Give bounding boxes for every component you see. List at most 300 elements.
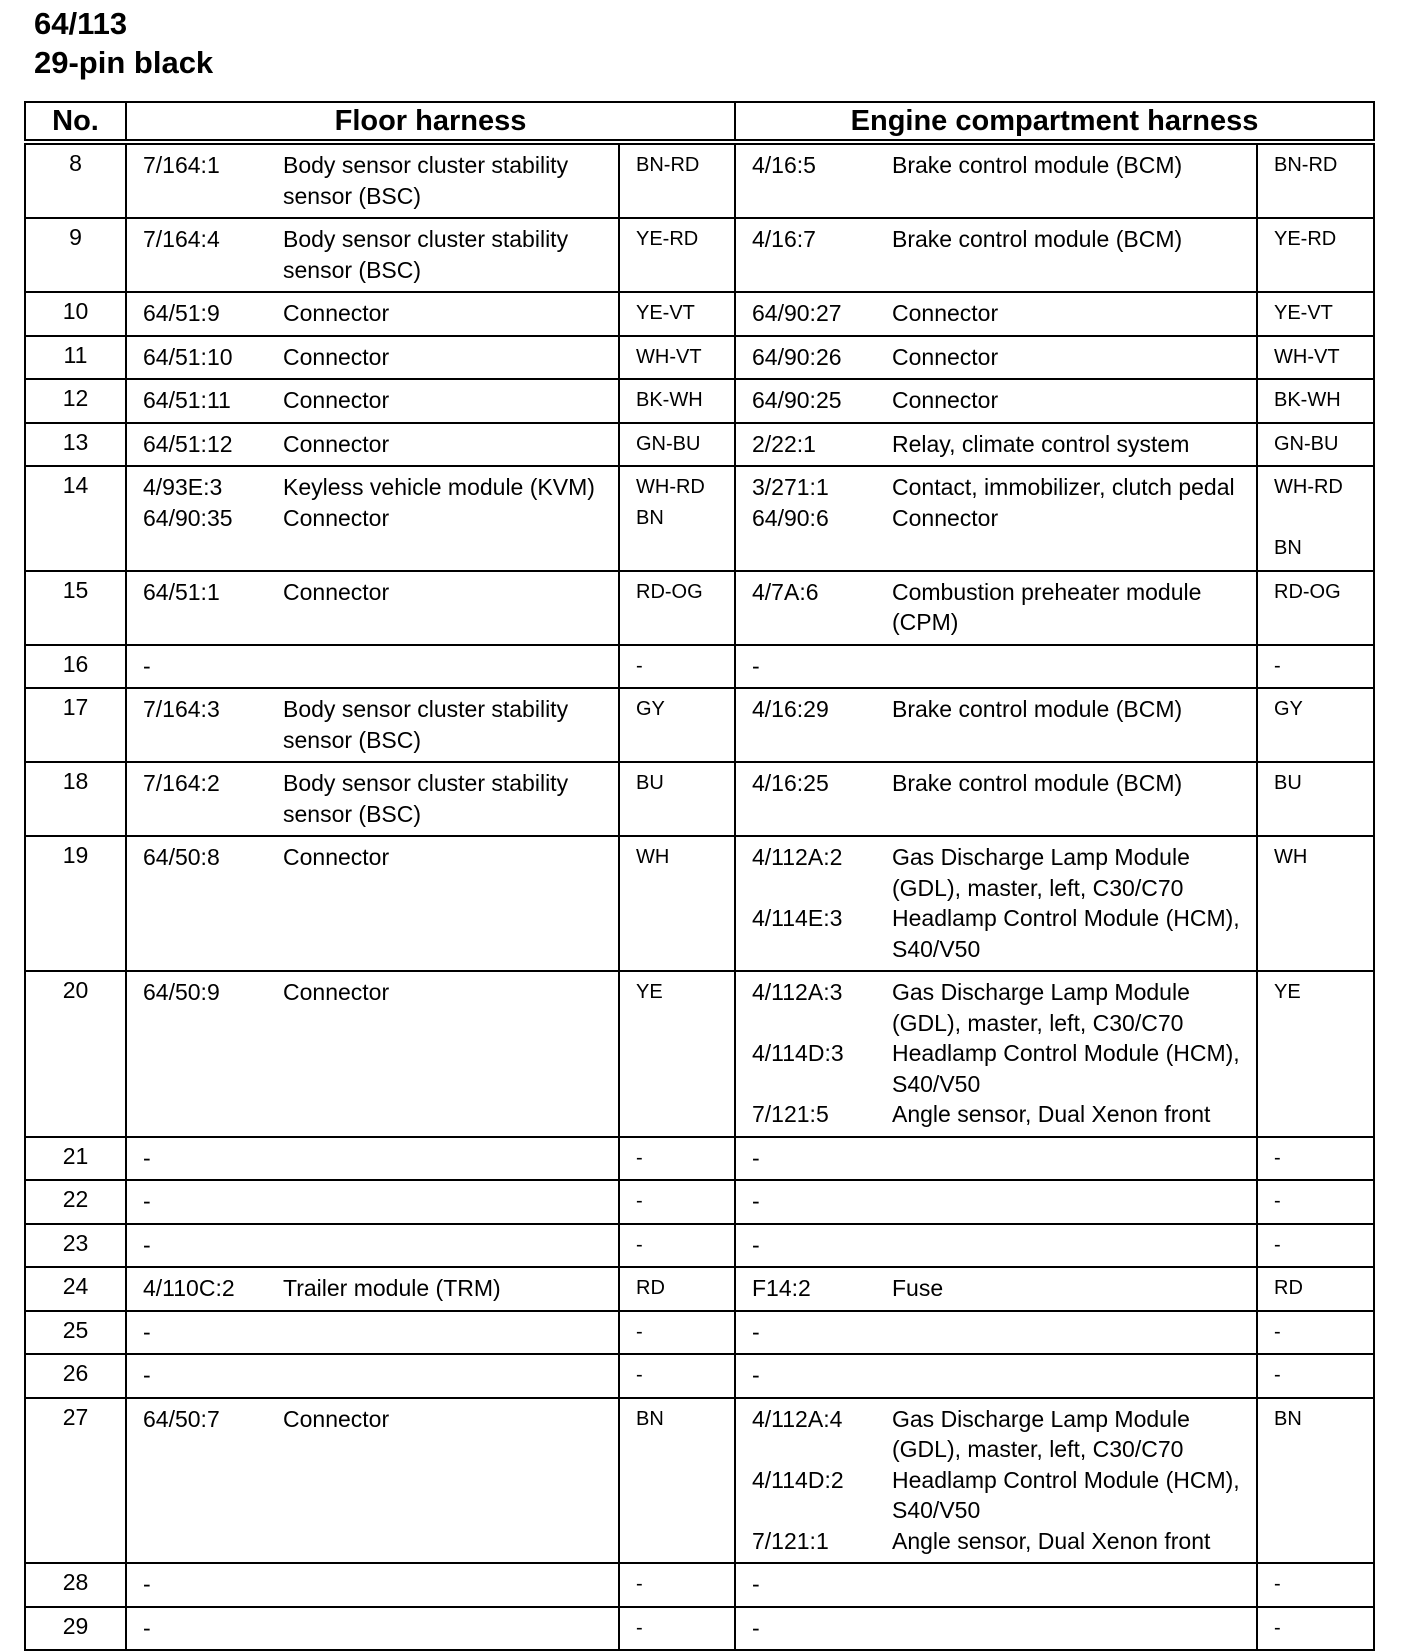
floor-wire-color: - [636,1573,643,1595]
engine-wire-colors [1257,571,1374,645]
floor-terminal-ref: 64/51:9 [143,300,220,326]
floor-entry [127,429,618,460]
engine-component-desc: Gas Discharge Lamp Module (GDL), master, left, C30/C70 [892,1405,1190,1462]
floor-wire-color: YE-VT [636,302,695,324]
table-row [25,971,1374,1137]
pin-number: 21 [25,1137,126,1181]
table-row [25,1563,1374,1607]
floor-entry [127,842,618,873]
floor-wire-color: RD [636,1277,665,1299]
floor-wire-color: YE-RD [636,228,699,250]
floor-harness-entries [126,1311,619,1355]
engine-wire-colors [1257,1224,1374,1268]
pin-number: 29 [25,1607,126,1651]
engine-wire-colors [1257,1354,1374,1398]
engine-wire-color [1274,903,1373,964]
engine-terminal-ref: - [752,1318,760,1345]
floor-component-desc: Body sensor cluster stability sensor (BSC) [283,152,569,209]
engine-entry [736,768,1256,799]
engine-component-desc: Brake control module (BCM) [892,770,1183,796]
floor-terminal-ref: 7/164:1 [143,152,220,178]
floor-entry [127,1230,618,1261]
floor-wire-color: YE [636,981,663,1003]
engine-terminal-ref: 64/90:6 [752,504,829,531]
floor-wire-colors [619,1311,735,1355]
floor-terminal-ref: 7/164:4 [143,226,220,252]
floor-harness-entries [126,1137,619,1181]
floor-harness-entries [126,1354,619,1398]
table-row [25,762,1374,836]
engine-entry [736,1613,1256,1644]
engine-wire-colors [1257,423,1374,467]
engine-entry [736,903,1256,964]
engine-wire-color: WH-VT [1274,345,1340,368]
engine-harness-entries [735,379,1257,423]
engine-component-desc [892,1230,1256,1261]
engine-harness-entries [735,1267,1257,1311]
engine-component-desc: Brake control module (BCM) [892,696,1183,722]
engine-entry [736,1465,1256,1526]
floor-terminal-ref: 64/51:11 [143,387,231,413]
floor-terminal-ref: - [143,1144,151,1171]
engine-harness-entries [735,571,1257,645]
floor-harness-entries [126,762,619,836]
floor-wire-color: - [636,1616,643,1639]
engine-wire-color [1274,1526,1373,1557]
floor-wire-color: BK-WH [636,389,703,411]
engine-harness-entries [735,336,1257,380]
floor-wire-colors [619,571,735,645]
floor-wire-color: WH [636,846,670,868]
floor-component-desc [283,1143,618,1174]
engine-component-desc: Contact, immobilizer, clutch pedal [892,474,1235,500]
floor-harness-entries [126,571,619,645]
engine-wire-colors [1257,336,1374,380]
engine-wire-colors [1257,1180,1374,1224]
engine-wire-colors [1257,292,1374,336]
engine-wire-color: - [1274,1320,1281,1343]
engine-wire-color: GY [1274,698,1303,720]
floor-entry [127,1360,618,1391]
floor-wire-colors [619,142,735,218]
engine-harness-entries [735,1354,1257,1398]
pin-number: 27 [25,1398,126,1564]
floor-wire-colors [619,1267,735,1311]
engine-entry [736,1099,1256,1130]
floor-harness-entries [126,466,619,571]
engine-wire-color: BU [1274,772,1302,794]
engine-wire-color [1274,1465,1373,1526]
engine-entry [736,503,1256,534]
engine-harness-entries [735,1398,1257,1564]
floor-harness-entries [126,1267,619,1311]
table-row [25,379,1374,423]
engine-entry [736,842,1256,903]
table-row [25,1137,1374,1181]
floor-component-desc: Keyless vehicle module (KVM) [283,474,595,500]
engine-terminal-ref: - [752,1362,760,1388]
floor-wire-color: - [636,1320,643,1343]
floor-harness-entries [126,423,619,467]
engine-wire-colors [1257,1267,1374,1311]
engine-entry [736,429,1256,460]
floor-component-desc: Connector [283,1405,390,1432]
engine-harness-entries [735,688,1257,762]
engine-wire-color: RD-OG [1274,580,1341,603]
engine-wire-color: BN [1274,1407,1302,1430]
floor-component-desc [283,1569,618,1600]
pin-number: 15 [25,571,126,645]
engine-wire-color: WH [1274,846,1308,868]
engine-wire-color: - [1274,1233,1281,1256]
floor-entry [127,1569,618,1600]
engine-terminal-ref: 64/90:27 [752,300,842,326]
floor-entry [127,768,618,829]
floor-harness-entries [126,379,619,423]
floor-terminal-ref: 7/164:2 [143,770,220,796]
floor-terminal-ref: - [143,1571,151,1597]
pin-number: 8 [25,142,126,218]
table-row [25,423,1374,467]
engine-entry [736,1569,1256,1600]
floor-wire-color: BN-RD [636,154,700,176]
engine-terminal-ref: 4/7A:6 [752,578,819,605]
engine-harness-entries [735,423,1257,467]
engine-terminal-ref: 4/112A:4 [752,1405,843,1432]
floor-terminal-ref: - [143,1231,151,1258]
pin-number: 25 [25,1311,126,1355]
engine-component-desc: Connector [892,504,999,531]
floor-terminal-ref: - [143,1362,151,1388]
engine-wire-color: YE-RD [1274,228,1337,250]
engine-wire-color: - [1274,1364,1281,1386]
pin-number: 20 [25,971,126,1137]
engine-entry [736,651,1256,682]
engine-terminal-ref: 4/114D:3 [752,1040,844,1066]
engine-wire-color: WH-RD [1274,476,1343,498]
floor-entry [127,694,618,755]
engine-harness-entries [735,836,1257,971]
floor-harness-entries [126,1563,619,1607]
engine-wire-colors [1257,1311,1374,1355]
floor-component-desc [283,1360,618,1391]
engine-entry [736,1273,1256,1304]
floor-entry [127,342,618,373]
floor-wire-color: GY [636,698,665,720]
floor-wire-colors [619,688,735,762]
floor-entry [127,1404,618,1435]
engine-wire-color: RD [1274,1277,1303,1299]
floor-wire-colors [619,336,735,380]
engine-terminal-ref: 4/16:5 [752,152,816,178]
engine-harness-entries [735,1137,1257,1181]
connector-id: 64/113 [34,6,128,41]
pin-number: 9 [25,218,126,292]
floor-harness-entries [126,1398,619,1564]
floor-component-desc: Connector [283,578,390,605]
floor-terminal-ref: 7/164:3 [143,696,220,722]
engine-harness-entries [735,1311,1257,1355]
engine-wire-colors [1257,1137,1374,1181]
engine-terminal-ref: - [752,1231,760,1258]
engine-harness-entries [735,466,1257,571]
table-row [25,645,1374,689]
floor-entry [127,1273,618,1304]
floor-wire-colors [619,379,735,423]
header-floor-harness: Floor harness [126,102,735,142]
engine-component-desc: Combustion preheater module (CPM) [892,578,1202,635]
engine-terminal-ref: 4/16:25 [752,770,829,796]
engine-terminal-ref: - [752,652,760,679]
engine-wire-colors [1257,1563,1374,1607]
floor-wire-color: BN [636,1407,664,1430]
table-row [25,336,1374,380]
engine-harness-entries [735,1180,1257,1224]
engine-terminal-ref: 4/112A:3 [752,979,843,1005]
floor-terminal-ref: 4/93E:3 [143,474,223,500]
floor-wire-colors [619,836,735,971]
table-row [25,218,1374,292]
engine-component-desc [892,1317,1256,1348]
engine-wire-color [1274,1099,1373,1130]
engine-terminal-ref: 64/90:26 [752,343,842,370]
engine-entry [736,1186,1256,1217]
engine-component-desc: Gas Discharge Lamp Module (GDL), master, left, C30/C70 [892,979,1190,1036]
engine-wire-colors [1257,971,1374,1137]
engine-entry [736,1360,1256,1391]
table-row [25,1311,1374,1355]
engine-component-desc: Angle sensor, Dual Xenon front [892,1101,1211,1127]
floor-entry [127,472,618,503]
floor-terminal-ref: 64/51:1 [143,578,220,605]
table-row [25,836,1374,971]
floor-terminal-ref: - [143,1188,151,1214]
table-row [25,1267,1374,1311]
floor-wire-colors [619,1607,735,1651]
engine-wire-color: - [1274,1146,1281,1169]
floor-wire-colors [619,645,735,689]
engine-entry [736,150,1256,181]
floor-terminal-ref: - [143,652,151,679]
floor-wire-color: WH-VT [636,345,702,368]
engine-component-desc: Headlamp Control Module (HCM), S40/V50 [892,905,1240,962]
floor-wire-colors [619,292,735,336]
pin-number: 24 [25,1267,126,1311]
engine-terminal-ref: 4/16:7 [752,226,816,252]
engine-wire-colors [1257,218,1374,292]
engine-harness-entries [735,292,1257,336]
engine-component-desc [892,651,1256,682]
table-row [25,142,1374,218]
engine-entry [736,1317,1256,1348]
pin-number: 12 [25,379,126,423]
pin-number: 22 [25,1180,126,1224]
engine-component-desc: Gas Discharge Lamp Module (GDL), master, left, C30/C70 [892,844,1190,901]
floor-component-desc: Connector [283,387,390,413]
floor-entry [127,977,618,1008]
engine-entry [736,1526,1256,1557]
engine-wire-color: GN-BU [1274,432,1339,455]
floor-wire-color: - [636,654,643,677]
engine-component-desc [892,1143,1256,1174]
engine-entry [736,977,1256,1038]
engine-terminal-ref: - [752,1571,760,1597]
floor-harness-entries [126,1607,619,1651]
engine-harness-entries [735,1607,1257,1651]
floor-wire-color: GN-BU [636,432,701,455]
engine-entry [736,1230,1256,1261]
floor-wire-color: RD-OG [636,580,703,603]
pin-number: 19 [25,836,126,971]
floor-wire-colors [619,218,735,292]
pin-number: 23 [25,1224,126,1268]
floor-entry [127,385,618,416]
floor-wire-colors [619,1398,735,1564]
engine-wire-colors [1257,762,1374,836]
connector-description: 29-pin black [34,45,214,80]
engine-entry [736,472,1256,503]
floor-harness-entries [126,1224,619,1268]
floor-wire-color: - [636,1233,643,1256]
engine-harness-entries [735,1563,1257,1607]
floor-entry [127,1317,618,1348]
pin-number: 13 [25,423,126,467]
table-row [25,466,1374,571]
floor-component-desc [283,1186,618,1217]
engine-terminal-ref: - [752,1614,760,1641]
floor-component-desc [283,1613,618,1644]
table-row [25,1398,1374,1564]
engine-wire-color: YE-VT [1274,302,1333,324]
engine-wire-color: YE [1274,981,1301,1003]
engine-component-desc: Fuse [892,1275,944,1301]
engine-entry [736,1038,1256,1099]
floor-harness-entries [126,971,619,1137]
engine-wire-colors [1257,142,1374,218]
engine-entry [736,385,1256,416]
engine-terminal-ref: 4/16:29 [752,696,829,722]
engine-terminal-ref: - [752,1144,760,1171]
table-row [25,1180,1374,1224]
floor-terminal-ref: 64/51:10 [143,343,233,370]
engine-terminal-ref: - [752,1188,760,1214]
table-row [25,292,1374,336]
floor-terminal-ref: 64/50:8 [143,844,220,870]
engine-component-desc: Headlamp Control Module (HCM), S40/V50 [892,1466,1240,1523]
floor-harness-entries [126,836,619,971]
floor-wire-colors [619,1224,735,1268]
engine-component-desc: Connector [892,387,999,413]
floor-entry [127,651,618,682]
floor-terminal-ref: 4/110C:2 [143,1275,235,1301]
floor-harness-entries [126,688,619,762]
document-title [34,4,213,82]
floor-entry [127,224,618,285]
engine-entry [736,298,1256,329]
floor-wire-color: BU [636,772,664,794]
table-row [25,1607,1374,1651]
engine-harness-entries [735,971,1257,1137]
pin-number: 11 [25,336,126,380]
engine-wire-colors [1257,1398,1374,1564]
pin-number: 10 [25,292,126,336]
engine-component-desc: Brake control module (BCM) [892,226,1183,252]
engine-wire-color [1274,1038,1373,1099]
engine-wire-colors [1257,1607,1374,1651]
floor-entry [127,150,618,211]
engine-wire-colors [1257,645,1374,689]
engine-component-desc [892,1360,1256,1391]
floor-wire-colors [619,762,735,836]
engine-entry [736,1404,1256,1465]
engine-entry [736,224,1256,255]
engine-terminal-ref: F14:2 [752,1275,811,1301]
floor-component-desc: Connector [283,844,390,870]
floor-component-desc: Connector [283,300,390,326]
engine-harness-entries [735,645,1257,689]
engine-wire-colors [1257,688,1374,762]
engine-wire-color: - [1274,1616,1281,1639]
engine-wire-color: - [1274,1573,1281,1595]
floor-wire-colors [619,971,735,1137]
floor-terminal-ref: 64/51:12 [143,430,233,457]
floor-component-desc [283,1317,618,1348]
engine-terminal-ref: 4/114E:3 [752,905,843,931]
floor-entry [127,1613,618,1644]
floor-wire-color: - [636,1364,643,1386]
engine-wire-colors [1257,836,1374,971]
table-row [25,1354,1374,1398]
floor-harness-entries [126,292,619,336]
engine-terminal-ref: 64/90:25 [752,387,842,413]
engine-component-desc [892,1569,1256,1600]
engine-harness-entries [735,218,1257,292]
engine-component-desc: Relay, climate control system [892,430,1190,457]
floor-wire-colors [619,423,735,467]
engine-component-desc: Angle sensor, Dual Xenon front [892,1527,1211,1554]
engine-component-desc: Connector [892,343,999,370]
floor-wire-color: - [636,1190,643,1212]
engine-terminal-ref: 7/121:1 [752,1527,829,1554]
floor-component-desc: Connector [283,979,390,1005]
engine-component-desc: Headlamp Control Module (HCM), S40/V50 [892,1040,1240,1097]
engine-entry [736,694,1256,725]
floor-wire-color: BN [636,506,664,529]
table-row [25,571,1374,645]
floor-component-desc: Trailer module (TRM) [283,1275,501,1301]
table-row [25,1224,1374,1268]
floor-terminal-ref: 64/50:7 [143,1405,220,1432]
table-body [25,142,1374,1650]
floor-entry [127,1143,618,1174]
engine-terminal-ref: 4/114D:2 [752,1466,844,1493]
engine-harness-entries [735,762,1257,836]
engine-harness-entries [735,142,1257,218]
pin-number: 17 [25,688,126,762]
engine-component-desc: Brake control module (BCM) [892,152,1183,178]
floor-component-desc: Body sensor cluster stability sensor (BSC) [283,770,569,827]
engine-entry [736,577,1256,638]
engine-wire-color: BN-RD [1274,154,1338,176]
pin-number: 18 [25,762,126,836]
engine-wire-color: - [1274,1190,1281,1212]
pin-number: 14 [25,466,126,571]
floor-entry [127,1186,618,1217]
floor-component-desc [283,651,618,682]
floor-terminal-ref: 64/50:9 [143,979,220,1005]
floor-harness-entries [126,336,619,380]
floor-component-desc: Body sensor cluster stability sensor (BSC) [283,226,569,283]
